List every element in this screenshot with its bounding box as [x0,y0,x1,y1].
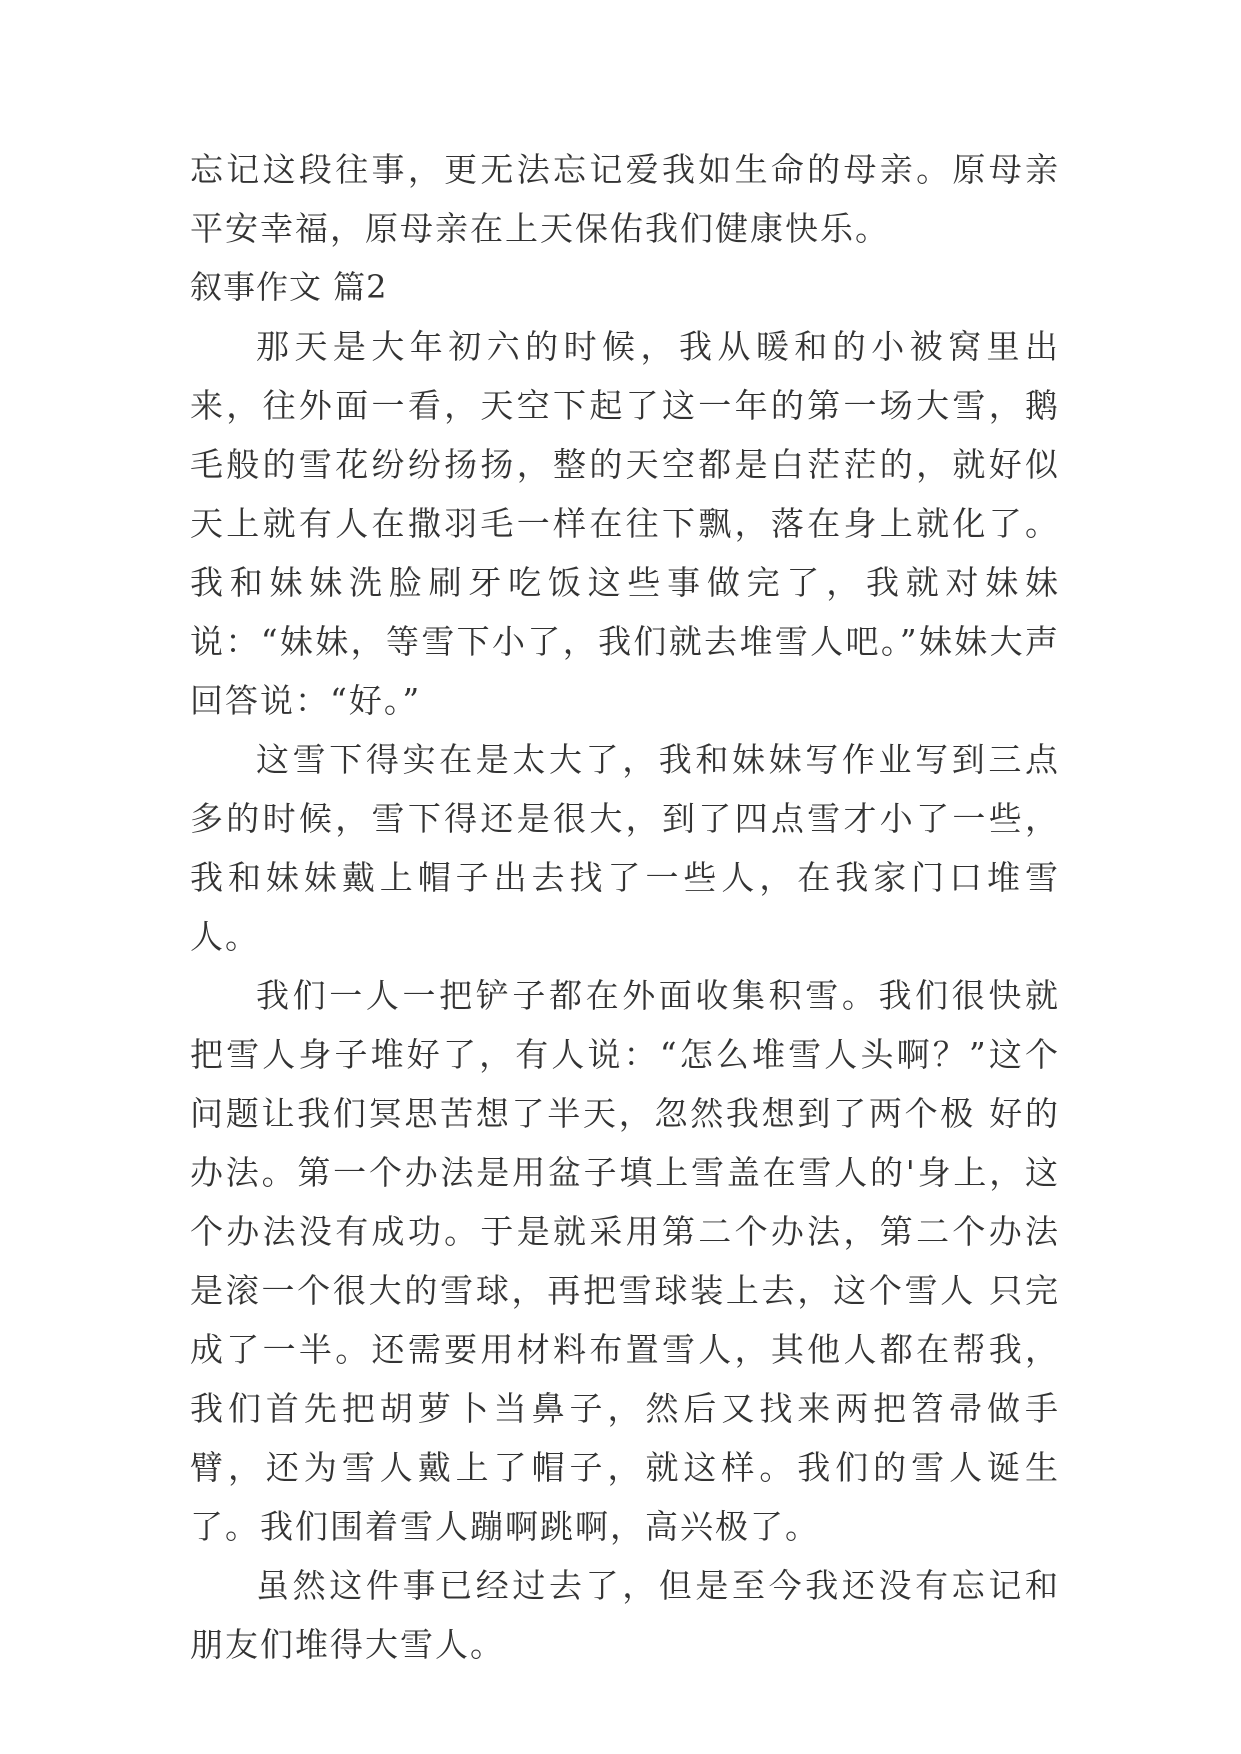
continuation-paragraph: 忘记这段往事，更无法忘记爱我如生命的母亲。原母亲平安幸福，原母亲在上天保佑我们健康快乐。 [190,150,1060,248]
document-body [190,140,1060,1674]
paragraph-4: 虽然这件事已经过去了，但是至今我还没有忘记和朋友们堆得大雪人。 [190,1566,1060,1664]
paragraph-1: 那天是大年初六的时候，我从暖和的小被窝里出来，往外面一看，天空下起了这一年的第一场大雪，鹅毛般的雪花纷纷扬扬，整的天空都是白茫茫的，就好似 天上就有人在撒羽毛一样在往下飘，落在身上就化了。我和妹妹洗脸刷牙吃饭这些事做完了，我就对妹妹说：“妹妹，等雪下小了，我们就去堆雪人吧。”妹妹大声 回答说：“好。” [190,327,1060,720]
section-heading: 叙事作文 篇2 [190,268,388,306]
paragraph-2: 这雪下得实在是太大了，我和妹妹写作业写到三点多的时候，雪下得还是很大，到了四点雪才小了一些，我和妹妹戴上帽子出去找了一些人，在我家门口堆雪人。 [190,740,1060,956]
paragraph-3: 我们一人一把铲子都在外面收集积雪。我们很快就把雪人身子堆好了，有人说：“怎么堆雪人头啊？”这个问题让我们冥思苦想了半天，忽然我想到了两个极 好的办法。第一个办法是用盆子填上雪盖在雪人的'身上，这个办法没有成功。于是就采用第二个办法，第二个办法是滚一个很大的雪球，再把雪球装上去，这个雪人 只完成了一半。还需要用材料布置雪人，其他人都在帮我，我们首先把胡萝卜当鼻子，然后又找来两把笤帚做手臂，还为雪人戴上了帽子，就这样。我们的雪人诞生 了。我们围着雪人蹦啊跳啊，高兴极了。 [190,976,1060,1546]
